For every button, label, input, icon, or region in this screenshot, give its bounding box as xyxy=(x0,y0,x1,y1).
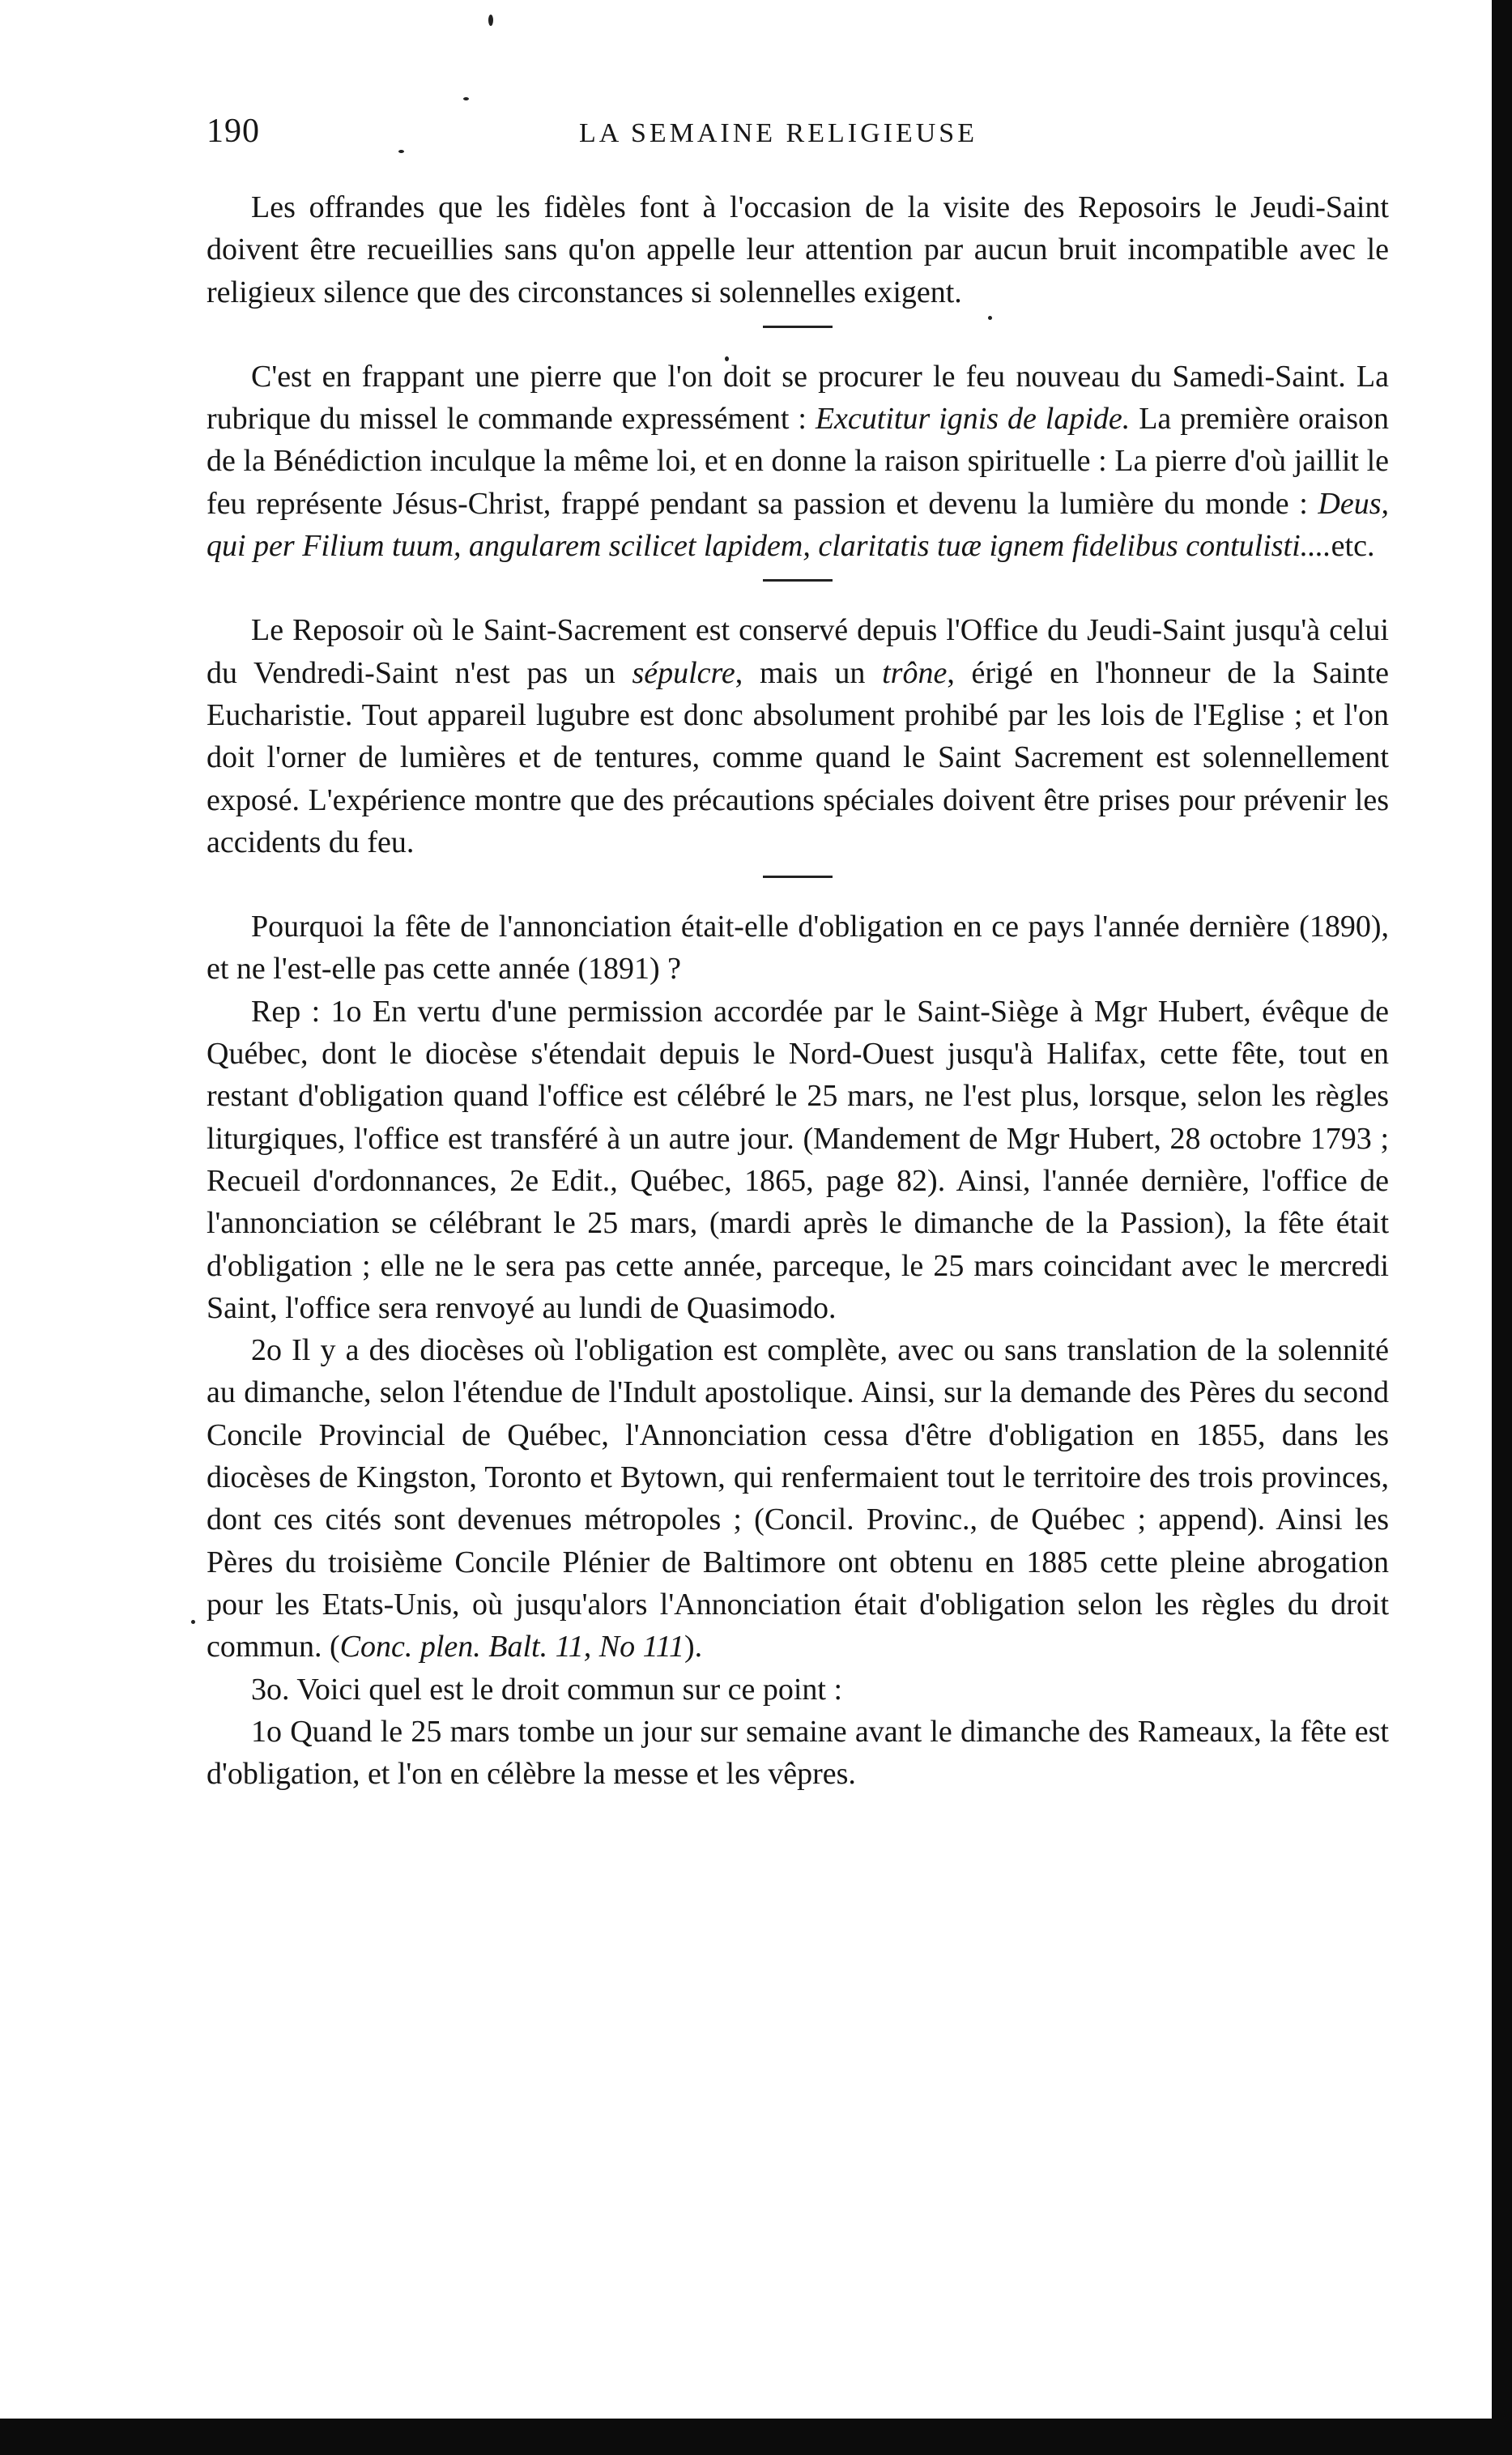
paragraph-text: , mais un xyxy=(735,655,883,690)
paragraph-text: 2o Il y a des diocèses où l'obligation est complète, avec ou sans translation de la solennité au dimanche, selon l'étendue de l'Indult apostolique. Ainsi, sur la demande des Pères du second Concile Provincial de Québec, l'Annonciation cessa d'être d'obligation en 1855, dans les diocèses de Kingston, Toronto et Bytown, qui renfermaient tout le territoire des trois provinces, dont ces cités sont devenues métropoles ; (Concil. Provinc., de Québec ; append). Ainsi les Pères du troisième Concile Plénier de Baltimore ont obtenu en 1885 cette pleine abrogation pour les Etats-Unis, où jusqu'alors l'Annonciation était d'obligation selon les règles du droit commun. ( xyxy=(207,1333,1389,1664)
body-text xyxy=(207,186,1389,1795)
paragraph-text: Les offrandes que les fidèles font à l'occasion de la visite des Reposoirs le Jeudi-Saint doivent être recueillies sans qu'on appelle leur attention par aucun bruit incompatible avec le religieux silence que des circonstances si solennelles exigent. xyxy=(207,190,1389,309)
page-number: 190 xyxy=(207,113,260,150)
answer-paragraph xyxy=(207,1669,1389,1711)
paragraph-text: Pourquoi la fête de l'annonciation était-elle d'obligation en ce pays l'année dernière (1890), et ne l'est-elle pas cette année (1891) ? xyxy=(207,910,1389,987)
paragraph xyxy=(207,609,1389,863)
emphasis: sépulcre xyxy=(632,655,735,690)
page-header xyxy=(207,112,1421,160)
answer-paragraph xyxy=(207,1329,1389,1668)
scan-edge-bottom xyxy=(0,2419,1512,2455)
running-title: LA SEMAINE RELIGIEUSE xyxy=(579,118,977,148)
paragraph-text: Rep : 1o En vertu d'une permission accordée par le Saint-Siège à Mgr Hubert, évêque de Québec, dont le diocèse s'étendait depuis le Nord-Ouest jusqu'à Halifax, cette fête, tout en restant d'obligation quand l'office est célébré le 25 mars, ne l'est plus, lorsque, selon les règles liturgiques, l'office est transféré à un autre jour. (Mandement de Mgr Hubert, 28 octobre 1793 ; Recueil d'ordonnances, 2e Edit., Québec, 1865, page 82). Ainsi, l'année dernière, l'office de l'annonciation se célébrant le 25 mars, (mardi après le dimanche de la Passion), la fête était d'obligation ; elle ne le sera pas cette année, parceque, le 25 mars coincidant avec le mercredi Saint, l'office sera renvoyé au lundi de Quasimodo. xyxy=(207,994,1389,1325)
question-paragraph xyxy=(207,906,1389,991)
paragraph-text: La première oraison de la Bénédiction inculque la même loi, et en donne la raison spirituelle : La pierre d'où jaillit le feu représente Jésus-Christ, frappé pendant sa passion et devenu la lumière du monde : xyxy=(207,402,1390,521)
scan-edge-right xyxy=(1492,0,1512,2455)
paragraph xyxy=(207,356,1389,567)
answer-paragraph xyxy=(207,991,1389,1329)
citation: Conc. plen. Balt. 11, No 111 xyxy=(339,1630,684,1664)
ink-speck xyxy=(463,97,469,100)
paragraph-text: 1o Quand le 25 mars tombe un jour sur semaine avant le dimanche des Rameaux, la fête est d'obligation, et l'on en célèbre la messe et les vêpres. xyxy=(207,1714,1389,1792)
emphasis: trône xyxy=(882,655,948,690)
paragraph-text: , érigé en l'honneur de la Sainte Eucharistie. Tout appareil lugubre est donc absolument prohibé par les lois de l'Eglise ; et l'on doit l'orner de lumières et de tentures, comme quand le Saint Sacrement est solennellement exposé. L'expérience montre que des précautions spéciales doivent être prises pour prévenir les accidents du feu. xyxy=(207,655,1389,859)
paragraph-text: ). xyxy=(684,1630,703,1664)
ink-speck xyxy=(488,15,493,26)
latin-quotation: Deus, qui per Filium tuum, angularem scilicet lapidem, claritatis tuæ ignem fidelibus contulisti.... xyxy=(207,486,1389,564)
section-divider xyxy=(763,876,833,878)
answer-paragraph xyxy=(207,1711,1389,1796)
latin-quotation: Excutitur ignis de lapide. xyxy=(815,402,1131,437)
paragraph-text: Le Reposoir où le Saint-Sacrement est conservé depuis l'Office du Jeudi-Saint jusqu'à celui du Vendredi-Saint n'est pas un xyxy=(207,613,1389,690)
section-divider xyxy=(763,579,833,582)
paragraph-text: C'est en frappant une pierre que l'on doit se procurer le feu nouveau du Samedi-Saint. La rubrique du missel le commande expressément : xyxy=(207,359,1389,437)
paragraph xyxy=(207,186,1389,313)
section-divider xyxy=(763,326,833,328)
ink-speck xyxy=(191,1620,195,1624)
paragraph-text: etc. xyxy=(1331,529,1375,564)
paragraph-text: 3o. Voici quel est le droit commun sur ce point : xyxy=(251,1672,842,1707)
